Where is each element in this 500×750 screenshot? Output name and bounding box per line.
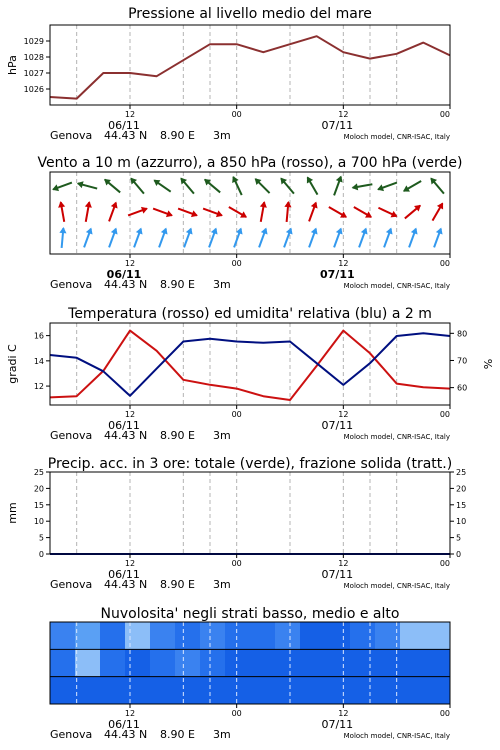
cloud-cell-medio [275,649,301,677]
cloud-cell-alto [125,622,151,650]
wind-arrow-1-head [365,211,374,220]
wind-arrow-1-head [111,200,120,208]
panel-1-date-label: 06/11 [106,268,142,281]
panel-3-time-tick-label: 00 [439,559,450,568]
panel-4-time-tick-label: 00 [439,709,450,718]
cloud-cell-basso [225,677,251,705]
cloud-cell-basso [125,677,151,705]
footer-lon: 8.90 E [160,129,195,142]
panel-3-date-label: 06/11 [108,568,140,581]
footer-location: Genova [50,728,93,741]
panel-1-time-tick-label: 12 [124,259,136,268]
wind-arrow-0-head [86,226,95,234]
panel-2-time-tick-label: 12 [338,410,349,419]
cloud-cell-medio [425,649,451,677]
wind-arrow-1 [283,201,292,223]
footer-elevation: 3m [213,578,231,591]
panel-3-ytick-right-label: 20 [456,484,467,494]
panel-3-frame [50,472,450,554]
panel-4-date-label: 07/11 [321,718,354,731]
panel-0-ytick-label: 1028 [23,53,44,62]
cloud-cell-medio [250,649,276,677]
wind-arrow-1-head [391,211,399,220]
wind-arrow-0 [406,226,420,248]
cloud-cell-medio [150,649,176,677]
panel-1-time-tick-label: 00 [439,259,450,268]
footer-elevation: 3m [213,429,231,442]
pressure-line [50,36,450,98]
footer-credit: Moloch model, CNR-ISAC, Italy [343,433,450,441]
wind-arrow-1-head [85,201,93,208]
footer-elevation: 3m [213,728,231,741]
panel-3-ytick-label: 10 [33,517,44,527]
panel-2-time-tick-label: 12 [124,410,136,419]
panel-2-title: Temperatura (rosso) ed umidita' relativa (blu) a 2 m [68,306,432,322]
cloud-cell-alto [400,622,426,650]
cloud-cell-basso [300,677,326,705]
panel-0-ytick-label: 1027 [23,69,44,78]
panel-3-title: Precip. acc. in 3 ore: totale (verde), frazione solida (tratt.) [47,456,453,472]
panel-4-time-tick-label: 00 [231,709,242,718]
wind-arrow-1 [306,200,320,222]
wind-arrow-1 [377,205,399,220]
cloud-cell-basso [150,677,176,705]
wind-arrow-1 [257,201,268,223]
wind-arrow-2-head [376,184,384,193]
cloud-cell-basso [350,677,376,705]
wind-arrow-2-head [230,175,239,183]
panel-2-ylabel: gradi C [6,344,19,384]
panel-2-date-label: 06/11 [108,419,140,432]
wind-arrow-0 [331,226,345,248]
footer-lat: 44.43 N [104,429,148,442]
wind-arrow-2 [178,175,197,196]
wind-arrow-0-head [161,226,170,234]
panel-3-ytick-right-label: 25 [456,468,467,477]
wind-arrow-0-head [436,226,445,234]
cloud-cell-alto [275,622,301,650]
wind-arrow-0 [256,226,270,248]
panel-3-time-tick-label: 00 [231,559,242,568]
wind-arrow-1 [106,200,120,222]
wind-arrow-0-head [136,226,145,234]
wind-arrow-0-head [111,226,120,234]
panel-2-ytick-right-label: 70 [457,356,468,366]
wind-arrow-0 [206,226,220,248]
panel-2-ytick-right-label: 80 [457,329,468,339]
panel-4-title: Nuvolosita' negli strati basso, medio e alto [100,606,400,622]
wind-arrow-0 [131,226,145,248]
wind-arrow-2 [230,175,245,197]
footer-location: Genova [50,578,93,591]
footer-elevation: 3m [213,278,231,291]
wind-arrow-2 [401,178,423,195]
wind-arrow-0-head [59,227,67,234]
cloud-cell-medio [325,649,351,677]
panel-0-date-label: 07/11 [321,119,354,132]
panel-0-ytick-label: 1026 [23,85,44,94]
cloud-cell-alto [250,622,276,650]
humidity-line [50,333,450,396]
wind-arrow-0-head [236,226,245,234]
panel-0-time-tick-label: 12 [338,110,349,119]
cloud-cell-alto [175,622,201,650]
footer-lon: 8.90 E [160,429,195,442]
footer-location: Genova [50,129,93,142]
wind-arrow-0 [381,226,395,248]
panel-0-time-tick-label: 00 [231,110,242,119]
panel-0-date-label: 06/11 [108,119,140,132]
panel-0-ytick-label: 1029 [23,37,44,46]
cloud-cell-basso [325,677,351,705]
cloud-cell-medio [200,649,226,677]
panel-4-time-tick-label: 12 [124,709,136,718]
cloud-cell-alto [300,622,326,650]
panel-1-time-tick-label: 00 [231,259,242,268]
wind-arrow-1-head [166,210,174,219]
wind-arrow-1-head [216,210,224,219]
panel-3-ytick-right-label: 5 [456,533,462,543]
panel-3-ytick-label: 25 [33,468,44,477]
wind-arrow-2 [252,176,272,196]
panel-2-date-label: 07/11 [321,419,354,432]
panel-2-time-tick-label: 00 [231,410,242,419]
panel-3-time-tick-label: 12 [338,559,349,568]
wind-arrow-2 [102,176,123,195]
wind-arrow-1 [152,205,174,219]
cloud-cell-alto [100,622,126,650]
wind-arrow-1-head [284,201,292,208]
wind-arrow-0-head [411,226,420,234]
wind-arrow-2-head [401,185,410,194]
cloud-cell-medio [225,649,251,677]
cloud-cell-medio [50,649,76,677]
wind-arrow-2 [278,175,297,196]
cloud-cell-basso [250,677,276,705]
panel-3-date-label: 07/11 [321,568,354,581]
cloud-cell-alto [425,622,451,650]
panel-2-ylabel: % [482,358,495,370]
panel-3-ytick-right-label: 0 [456,550,462,559]
wind-arrow-1 [352,204,374,221]
panel-2-ytick-label: 12 [33,382,44,392]
wind-arrow-0-head [286,226,295,234]
footer-credit: Moloch model, CNR-ISAC, Italy [343,282,450,290]
wind-arrow-1 [82,201,93,223]
wind-arrow-0 [431,226,445,248]
footer-elevation: 3m [213,129,231,142]
wind-arrow-2-head [51,184,59,193]
cloud-cell-alto [50,622,76,650]
panel-3-ytick-label: 20 [33,484,44,494]
cloud-cell-medio [125,649,151,677]
footer-location: Genova [50,278,93,291]
cloud-cell-medio [100,649,126,677]
wind-arrow-1 [177,205,199,219]
wind-arrow-2 [304,175,321,197]
panel-3-ytick-label: 0 [38,550,44,559]
panel-2-ytick-right-label: 60 [457,383,468,393]
panel-1-date-label: 07/11 [320,268,355,281]
cloud-cell-basso [100,677,126,705]
wind-arrow-2-head [351,183,358,191]
cloud-cell-alto [350,622,376,650]
footer-lon: 8.90 E [160,278,195,291]
wind-arrow-1 [403,202,424,221]
panel-1-title: Vento a 10 m (azzurro), a 850 hPa (rosso), a 700 hPa (verde) [37,155,463,171]
panel-3-time-tick-label: 12 [124,559,136,568]
wind-arrow-0 [58,227,67,249]
wind-arrow-0-head [186,226,195,234]
footer-lon: 8.90 E [160,578,195,591]
panel-3-ytick-right-label: 10 [456,517,467,527]
panel-0-time-tick-label: 12 [124,110,136,119]
wind-arrow-1-head [57,201,65,208]
footer-lat: 44.43 N [104,278,148,291]
wind-arrow-0 [156,226,170,248]
cloud-cell-medio [75,649,101,677]
wind-arrow-0-head [261,226,270,234]
footer-lon: 8.90 E [160,728,195,741]
panel-3-ytick-right-label: 15 [456,500,467,510]
wind-arrow-2 [51,179,73,193]
footer-lat: 44.43 N [104,578,148,591]
wind-arrow-0 [81,226,95,248]
wind-arrow-1-head [240,211,249,220]
wind-arrow-1-head [191,210,199,219]
panel-0-ylabel: hPa [6,55,19,75]
panel-2-ytick-label: 14 [33,356,44,366]
panel-2-ytick-label: 16 [33,331,44,341]
wind-arrow-1-head [340,211,349,220]
panel-2-time-tick-label: 00 [439,410,450,419]
wind-arrow-1 [227,204,249,221]
wind-arrow-2 [376,179,398,193]
wind-arrow-1-head [311,200,320,208]
footer-location: Genova [50,429,93,442]
wind-arrow-0 [356,226,370,248]
footer-credit: Moloch model, CNR-ISAC, Italy [343,133,450,141]
wind-arrow-2-head [304,175,313,184]
wind-arrow-1 [202,205,224,219]
panel-3-ytick-label: 15 [33,500,44,510]
cloud-cell-medio [175,649,201,677]
wind-arrow-0 [306,226,320,248]
wind-arrow-1 [57,201,68,223]
cloud-cell-alto [225,622,251,650]
cloud-cell-basso [200,677,226,705]
cloud-cell-medio [350,649,376,677]
cloud-cell-basso [75,677,101,705]
wind-arrow-1-head [437,201,446,210]
wind-arrow-0 [106,226,120,248]
wind-arrow-2 [331,174,345,196]
footer-lat: 44.43 N [104,728,148,741]
panel-4-time-tick-label: 12 [338,709,349,718]
wind-arrow-0-head [386,226,395,234]
wind-arrow-1 [327,204,349,221]
cloud-cell-basso [50,677,76,705]
cloud-cell-alto [75,622,101,650]
wind-arrow-0 [181,226,195,248]
wind-arrow-2 [428,175,447,196]
cloud-cell-alto [200,622,226,650]
footer-credit: Moloch model, CNR-ISAC, Italy [343,582,450,590]
wind-arrow-0 [231,226,245,248]
wind-arrow-2 [151,177,172,195]
panel-0-frame [50,25,450,105]
wind-arrow-1 [429,201,446,223]
panel-0-title: Pressione al livello medio del mare [128,6,372,22]
cloud-cell-basso [175,677,201,705]
wind-arrow-0-head [211,226,220,234]
cloud-cell-basso [425,677,451,705]
wind-arrow-0-head [361,226,370,234]
cloud-cell-medio [300,649,326,677]
cloud-cell-alto [325,622,351,650]
panel-4-date-label: 06/11 [108,718,140,731]
wind-arrow-0 [281,226,295,248]
cloud-cell-basso [400,677,426,705]
cloud-cell-basso [275,677,301,705]
panel-3-ytick-label: 5 [38,533,44,543]
cloud-cell-alto [150,622,176,650]
wind-arrow-2 [202,176,223,195]
wind-arrow-2 [128,175,147,196]
panel-3-ylabel: mm [6,502,19,524]
temperature-line [50,331,450,400]
footer-lat: 44.43 N [104,129,148,142]
wind-arrow-0-head [311,226,320,234]
wind-arrow-2 [76,180,98,192]
panel-0-time-tick-label: 00 [439,110,450,119]
footer-credit: Moloch model, CNR-ISAC, Italy [343,732,450,740]
wind-arrow-1-head [141,205,149,214]
cloud-cell-medio [400,649,426,677]
wind-arrow-1-head [260,201,268,208]
panel-1-time-tick-label: 12 [338,259,349,268]
